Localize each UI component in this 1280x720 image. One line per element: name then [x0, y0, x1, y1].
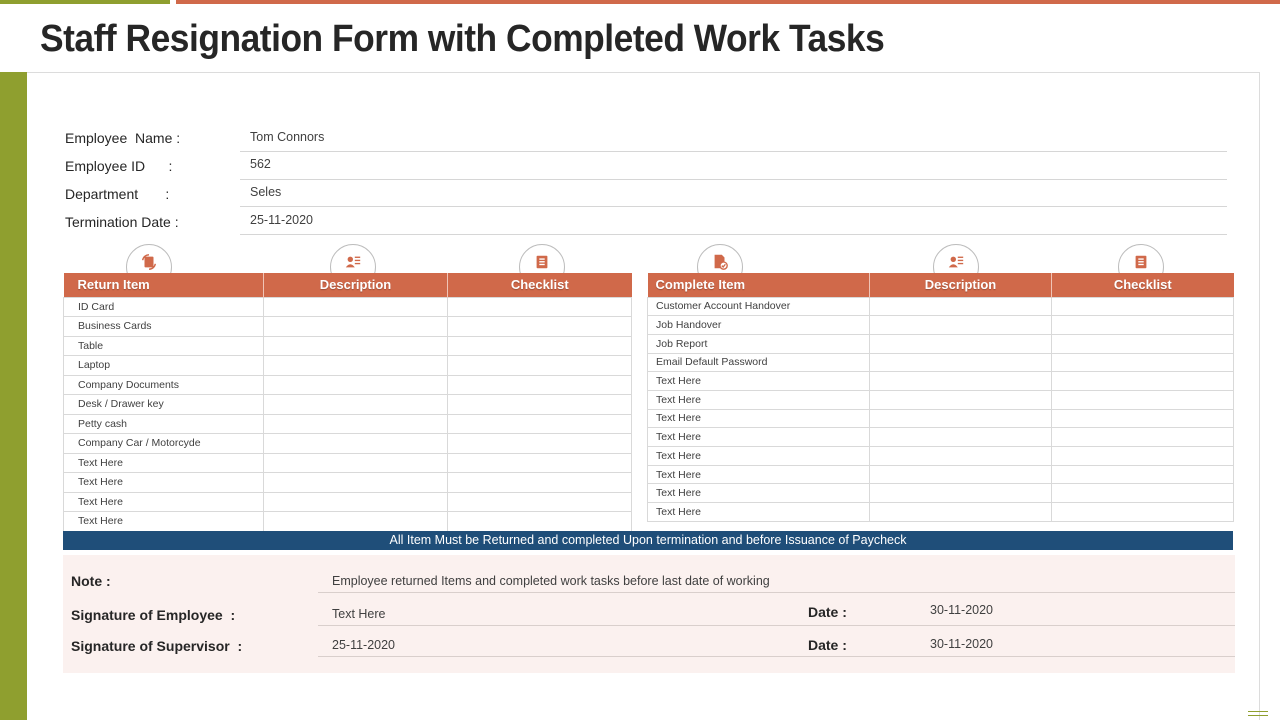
checklist-cell[interactable]: [448, 336, 632, 356]
checklist-cell[interactable]: [448, 317, 632, 337]
complete-item-cell: Text Here: [648, 428, 870, 447]
checklist-cell[interactable]: [448, 434, 632, 454]
description-cell[interactable]: [264, 395, 448, 415]
return-item-cell: Laptop: [64, 356, 264, 376]
return-item-cell: Text Here: [64, 453, 264, 473]
checklist-cell[interactable]: [448, 375, 632, 395]
employee-signature-label: Signature of Employee :: [71, 607, 236, 623]
description-cell[interactable]: [264, 434, 448, 454]
description-cell[interactable]: [264, 356, 448, 376]
complete-item-cell: Text Here: [648, 484, 870, 503]
description-cell[interactable]: [870, 316, 1052, 335]
return-item-cell: Desk / Drawer key: [64, 395, 264, 415]
description-cell[interactable]: [870, 484, 1052, 503]
return-item-cell: Company Car / Motorcyde: [64, 434, 264, 454]
table-row: [648, 409, 1234, 428]
divider: [240, 179, 1227, 180]
column-header: Return Item: [64, 273, 264, 297]
checklist-cell[interactable]: [1052, 372, 1234, 391]
description-cell[interactable]: [870, 503, 1052, 522]
table-row: [648, 484, 1234, 503]
column-header: Complete Item: [648, 273, 870, 297]
return-item-cell: Company Documents: [64, 375, 264, 395]
description-cell[interactable]: [264, 375, 448, 395]
termination-date-label: Termination Date :: [65, 214, 179, 230]
return-item-cell: Petty cash: [64, 414, 264, 434]
description-cell[interactable]: [264, 297, 448, 317]
return-item-cell: ID Card: [64, 297, 264, 317]
description-cell[interactable]: [870, 334, 1052, 353]
checklist-cell[interactable]: [1052, 390, 1234, 409]
complete-item-cell: Text Here: [648, 390, 870, 409]
checklist-cell[interactable]: [448, 453, 632, 473]
description-cell[interactable]: [264, 473, 448, 493]
description-cell[interactable]: [264, 336, 448, 356]
employee-name-label: Employee Name :: [65, 130, 181, 146]
complete-item-cell: Text Here: [648, 372, 870, 391]
checklist-cell[interactable]: [1052, 447, 1234, 466]
employee-id-label: Employee ID :: [65, 158, 173, 174]
table-row: [648, 297, 1234, 316]
table-row: [64, 375, 632, 395]
checklist-cell[interactable]: [448, 297, 632, 317]
complete-items-table: [647, 273, 1234, 522]
return-item-cell: Table: [64, 336, 264, 356]
table-row: [648, 390, 1234, 409]
table-row: [64, 356, 632, 376]
description-cell[interactable]: [264, 453, 448, 473]
supervisor-signature-label: Signature of Supervisor :: [71, 638, 243, 654]
complete-item-cell: Text Here: [648, 503, 870, 522]
table-row: [64, 512, 632, 532]
top-accent-green: [0, 0, 170, 4]
supervisor-date-label: Date :: [808, 637, 847, 653]
table-row: [648, 503, 1234, 522]
checklist-cell[interactable]: [1052, 465, 1234, 484]
divider: [318, 625, 1235, 626]
complete-item-cell: Job Handover: [648, 316, 870, 335]
description-cell[interactable]: [870, 447, 1052, 466]
top-accent-orange: [176, 0, 1280, 4]
table-row: [64, 434, 632, 454]
checklist-cell[interactable]: [448, 414, 632, 434]
column-header: Description: [870, 273, 1052, 297]
employee-date-label: Date :: [808, 604, 847, 620]
return-policy-banner: All Item Must be Returned and completed Upon termination and before Issuance of Paycheck: [63, 531, 1233, 550]
divider: [318, 592, 1235, 593]
complete-item-cell: Text Here: [648, 465, 870, 484]
description-cell[interactable]: [870, 465, 1052, 484]
checklist-cell[interactable]: [448, 395, 632, 415]
table-row: [64, 395, 632, 415]
table-row: [648, 372, 1234, 391]
description-cell[interactable]: [264, 512, 448, 532]
corner-decoration: [1248, 708, 1268, 716]
side-accent-bar: [0, 72, 27, 720]
checklist-cell[interactable]: [1052, 334, 1234, 353]
description-cell[interactable]: [870, 428, 1052, 447]
complete-item-cell: Job Report: [648, 334, 870, 353]
note-value: Employee returned Items and completed work tasks before last date of working: [332, 574, 770, 588]
employee-id-value: 562: [250, 157, 271, 171]
supervisor-date-value: 30-11-2020: [930, 637, 994, 651]
description-cell[interactable]: [870, 353, 1052, 372]
table-row: [64, 492, 632, 512]
divider: [318, 656, 1235, 657]
checklist-cell[interactable]: [1052, 316, 1234, 335]
checklist-cell[interactable]: [1052, 353, 1234, 372]
table-row: [648, 428, 1234, 447]
table-row: [648, 465, 1234, 484]
employee-date-value: 30-11-2020: [930, 603, 994, 617]
department-label: Department :: [65, 186, 170, 202]
checklist-cell[interactable]: [1052, 409, 1234, 428]
checklist-cell[interactable]: [1052, 484, 1234, 503]
description-cell[interactable]: [264, 414, 448, 434]
description-cell[interactable]: [264, 317, 448, 337]
checklist-cell[interactable]: [1052, 503, 1234, 522]
table-row: [648, 447, 1234, 466]
checklist-cell[interactable]: [448, 473, 632, 493]
checklist-cell[interactable]: [1052, 428, 1234, 447]
complete-item-cell: Email Default Password: [648, 353, 870, 372]
checklist-cell[interactable]: [448, 492, 632, 512]
table-row: [648, 316, 1234, 335]
description-cell[interactable]: [870, 409, 1052, 428]
column-header: Checklist: [1052, 273, 1234, 297]
employee-name-value: Tom Connors: [250, 130, 325, 144]
return-items-table: [63, 273, 632, 532]
checklist-cell[interactable]: [448, 512, 632, 532]
complete-item-cell: Text Here: [648, 447, 870, 466]
table-row: [64, 414, 632, 434]
page-title: Staff Resignation Form with Completed Work Tasks: [40, 18, 885, 60]
return-item-cell: Text Here: [64, 492, 264, 512]
complete-item-cell: Customer Account Handover: [648, 297, 870, 316]
table-row: [64, 297, 632, 317]
divider: [240, 234, 1227, 235]
supervisor-signature-value: 25-11-2020: [332, 638, 396, 652]
table-row: [64, 453, 632, 473]
divider: [240, 151, 1227, 152]
termination-date-value: 25-11-2020: [250, 213, 314, 227]
table-row: [648, 353, 1234, 372]
checklist-cell[interactable]: [448, 356, 632, 376]
table-row: [64, 317, 632, 337]
return-item-cell: Text Here: [64, 473, 264, 493]
column-header: Description: [264, 273, 448, 297]
table-row: [648, 334, 1234, 353]
checklist-cell[interactable]: [1052, 297, 1234, 316]
description-cell[interactable]: [264, 492, 448, 512]
column-header: Checklist: [448, 273, 632, 297]
employee-signature-value: Text Here: [332, 607, 386, 621]
description-cell[interactable]: [870, 390, 1052, 409]
complete-item-cell: Text Here: [648, 409, 870, 428]
note-label: Note :: [71, 573, 111, 589]
table-row: [64, 336, 632, 356]
divider: [240, 206, 1227, 207]
description-cell[interactable]: [870, 372, 1052, 391]
table-row: [64, 473, 632, 493]
description-cell[interactable]: [870, 297, 1052, 316]
return-item-cell: Text Here: [64, 512, 264, 532]
return-item-cell: Business Cards: [64, 317, 264, 337]
department-value: Seles: [250, 185, 282, 199]
